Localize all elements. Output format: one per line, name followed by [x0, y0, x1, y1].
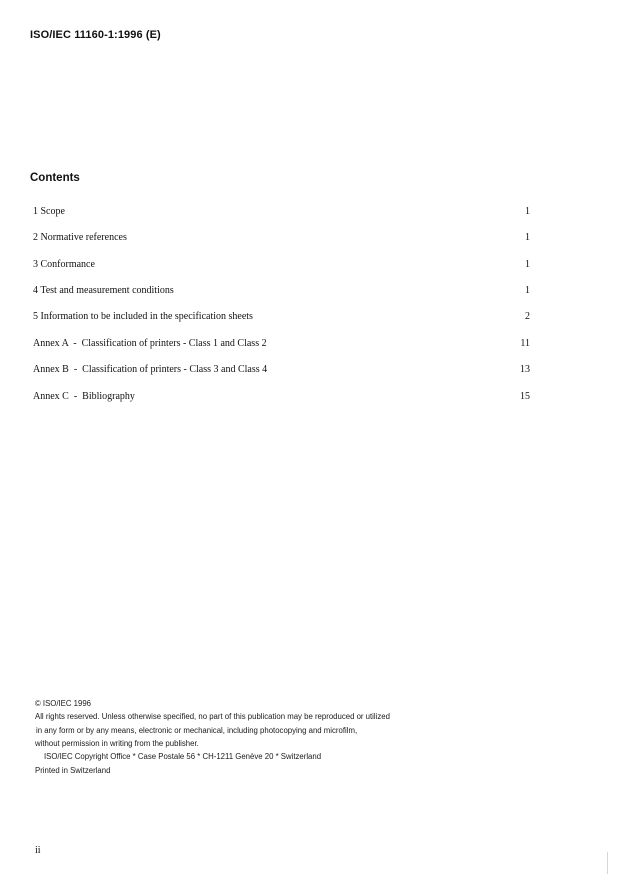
toc-entry-title: Annex B - Classification of printers - Class 3 and Class 4	[33, 364, 268, 375]
toc-entry-scope	[33, 206, 530, 220]
toc-entry-page: 11	[520, 338, 530, 349]
copyright-permission-line: without permission in writing from the publisher.	[35, 738, 199, 748]
contents-heading: Contents	[30, 172, 80, 184]
toc-entry-annex-b	[33, 364, 530, 378]
toc-entry-title: Annex A - Classification of printers - Class 1 and Class 2	[33, 338, 267, 349]
toc-entry-annex-c	[33, 391, 530, 405]
toc-entry-page: 1	[525, 285, 530, 296]
toc-entry-title: 4 Test and measurement conditions	[33, 285, 174, 296]
toc-entry-specification-sheets	[33, 311, 530, 325]
toc-entry-page: 13	[520, 364, 530, 375]
toc-entry-title: 3 Conformance	[33, 259, 95, 270]
toc-entry-page: 2	[525, 311, 530, 322]
toc-entry-page: 15	[520, 391, 530, 402]
toc-entry-title: 5 Information to be included in the specification sheets	[33, 311, 253, 322]
printed-in-line: Printed in Switzerland	[35, 766, 111, 776]
scan-edge-mark	[607, 852, 608, 874]
copyright-block	[35, 697, 390, 778]
toc-entry-title: 1 Scope	[33, 206, 65, 217]
copyright-office-address: ISO/IEC Copyright Office * Case Postale 56 * CH-1211 Genève 20 * Switzerland	[44, 752, 322, 762]
toc-entry-title: 2 Normative references	[33, 232, 127, 243]
toc-entry-annex-a	[33, 338, 530, 352]
copyright-rights-line: All rights reserved. Unless otherwise specified, no part of this publication may be reproduced or utilized	[35, 712, 390, 722]
copyright-means-line: in any form or by any means, electronic or mechanical, including photocopying and microfilm,	[36, 725, 358, 735]
toc-entry-conformance	[33, 259, 530, 273]
toc-entry-normative-references	[33, 232, 530, 246]
toc-entry-test-conditions	[33, 285, 530, 299]
toc-entry-page: 1	[525, 232, 530, 243]
copyright-notice: © ISO/IEC 1996	[35, 699, 92, 708]
toc-entry-page: 1	[525, 259, 530, 270]
standard-id-header: ISO/IEC 11160-1:1996 (E)	[30, 29, 161, 41]
page-number: ii	[35, 845, 41, 856]
toc-entry-title: Annex C - Bibliography	[33, 391, 135, 402]
toc-entry-page: 1	[525, 206, 530, 217]
